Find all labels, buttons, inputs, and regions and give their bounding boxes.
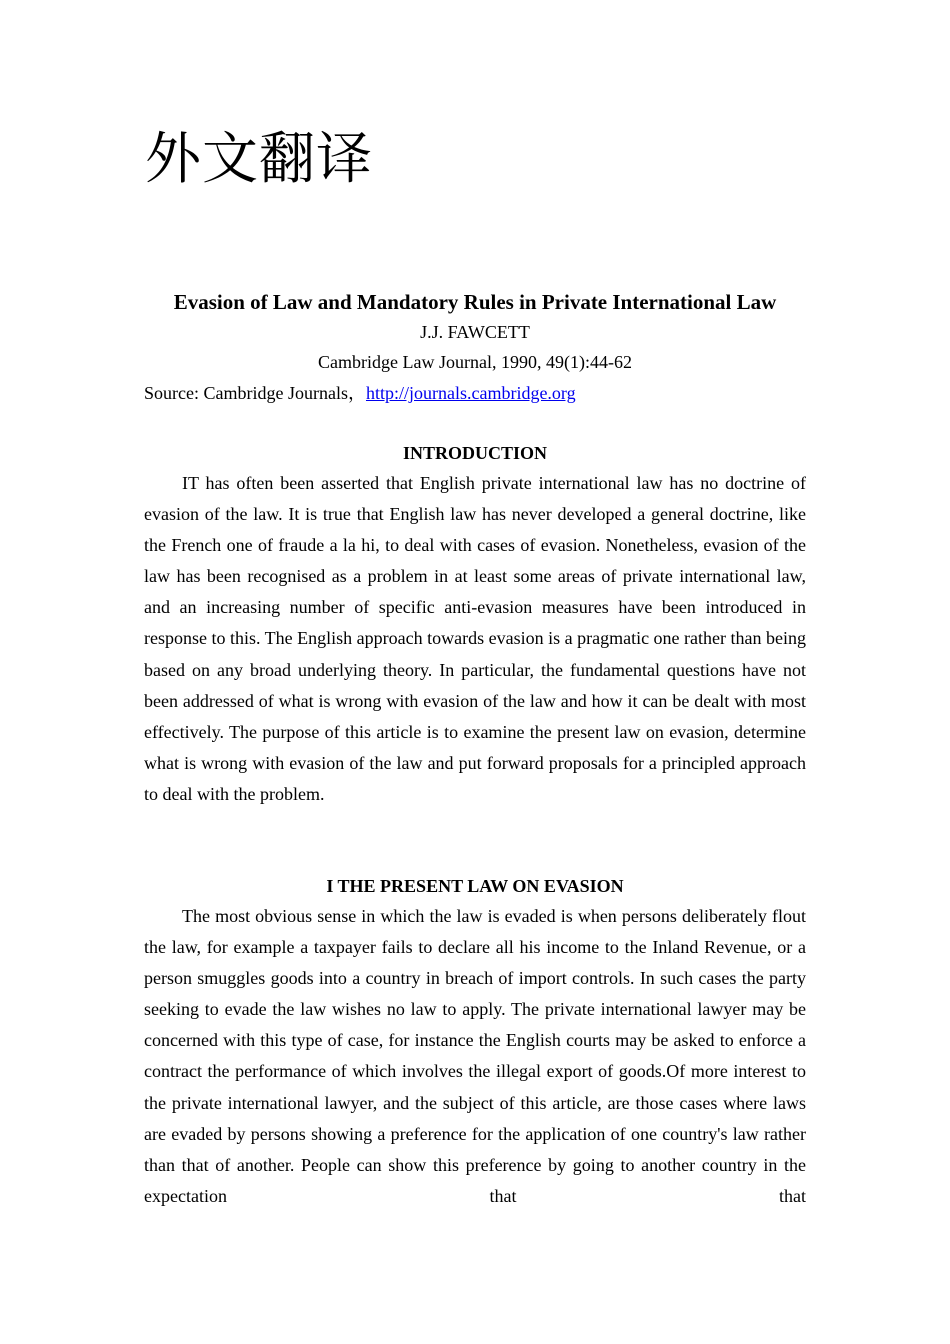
introduction-paragraph: IT has often been asserted that English private international law has no doctrine of evasion of the law. It is true that English law has never developed a general doctrine, like the French one of fraude a la hi, to deal with cases of evasion. Nonetheless, evasion of the law has been recognised as a problem in at least some areas of private international law, and an increasing number of specific anti-evasion measures have been introduced in response to this. The English approach towards evasion is a pragmatic one rather than being based on any broad underlying theory. In particular, the fundamental questions have not been addressed of what is wrong with evasion of the law and how it can be dealt with most effectively. The purpose of this article is to examine the present law on evasion, determine what is wrong with evasion of the law and put forward proposals for a principled approach to deal with the problem.: [144, 473, 806, 804]
source-label: Source: Cambridge Journals，: [144, 383, 366, 403]
section-heading-present-law: I THE PRESENT LAW ON EVASION: [326, 876, 624, 896]
present-law-paragraph: The most obvious sense in which the law is evaded is when persons deliberately flout the law, for example a taxpayer fails to declare all his income to the Inland Revenue, or a person smuggles goods into a country in breach of import controls. In such cases the party seeking to evade the law wishes no law to apply. The private international lawyer may be concerned with this type of case, for instance the English courts may be asked to enforce a contract the performance of which involves the illegal export of goods.Of more interest to the private international lawyer, and the subject of this article, are those cases where laws are evaded by persons showing a preference for the application of one country's law rather than that of another. People can show this preference by going to another country in the expectation that that: [144, 906, 806, 1206]
source-link[interactable]: http://journals.cambridge.org: [365, 383, 576, 403]
section-heading-introduction: INTRODUCTION: [402, 443, 548, 463]
document-heading: 外文翻译: [145, 127, 373, 192]
source-line: [144, 378, 576, 408]
article-title: Evasion of Law and Mandatory Rules in Private International Law: [173, 290, 777, 314]
article-citation: Cambridge Law Journal, 1990, 49(1):44-62: [318, 352, 632, 372]
article-header: [144, 287, 806, 377]
article-author: J.J. FAWCETT: [420, 322, 530, 342]
